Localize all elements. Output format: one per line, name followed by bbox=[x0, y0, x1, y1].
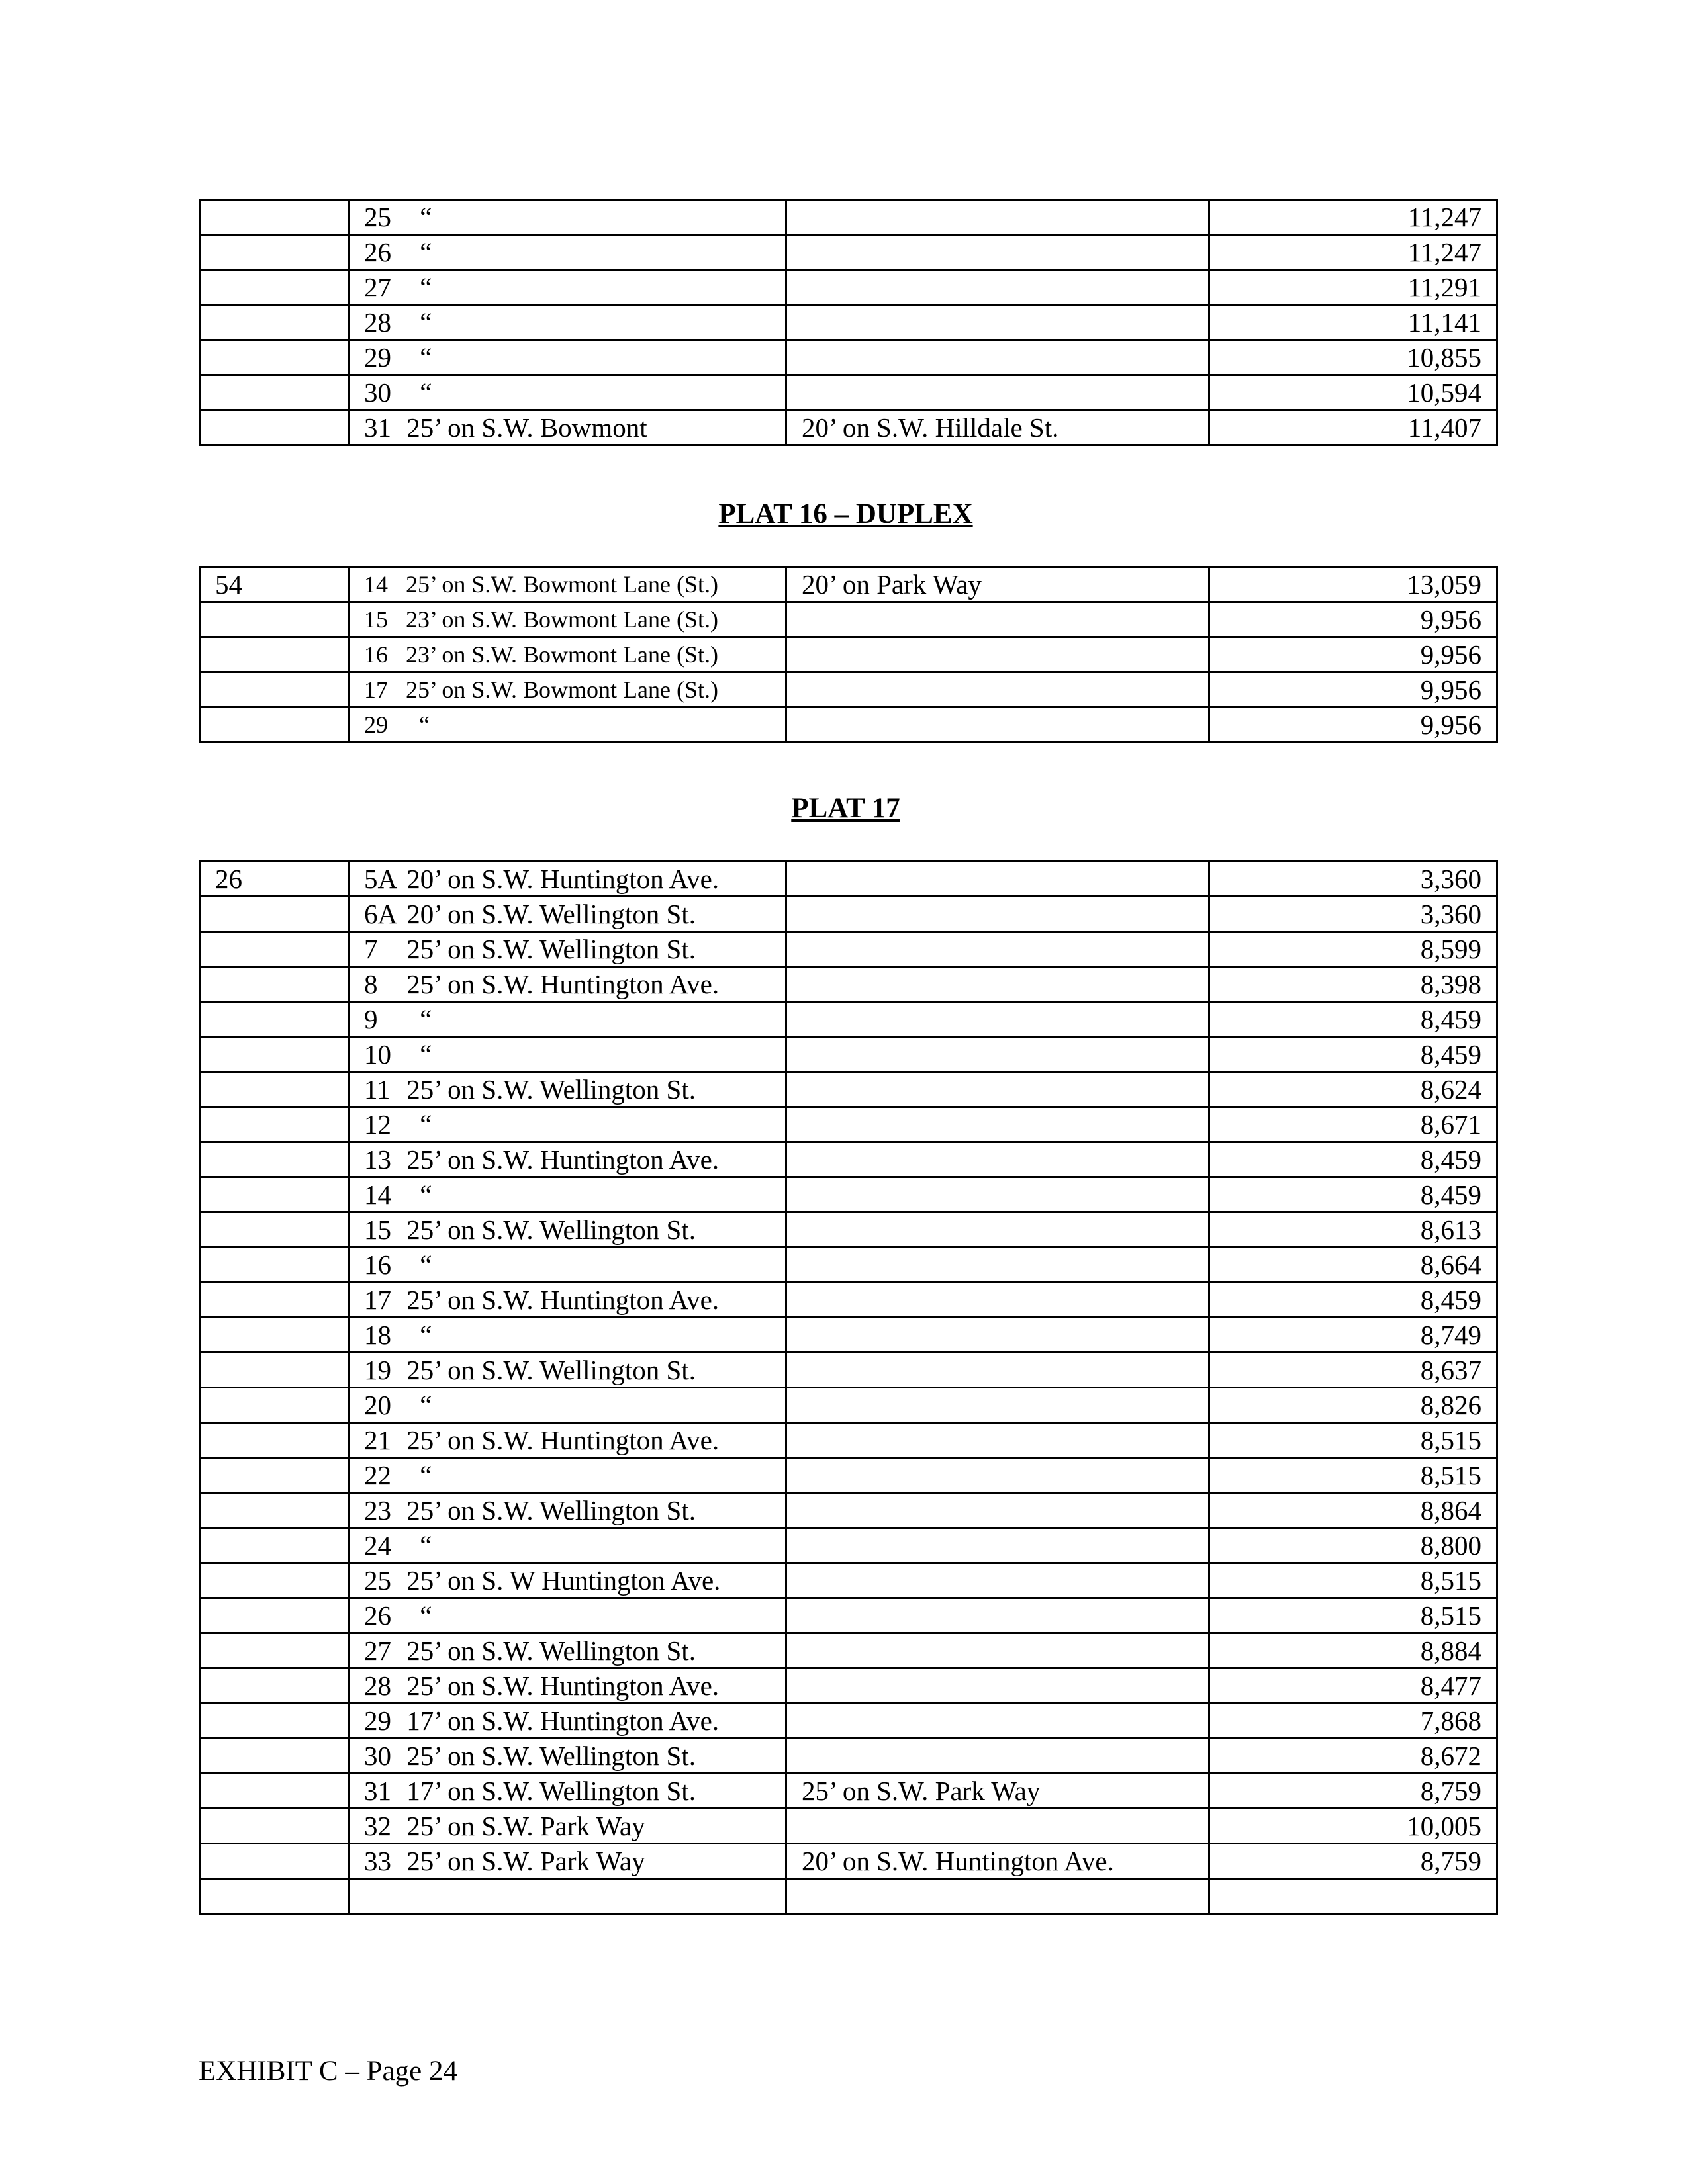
table-row bbox=[200, 1809, 1497, 1844]
lot-frontage-cell bbox=[349, 1142, 786, 1177]
area-cell: 8,864 bbox=[1209, 1493, 1497, 1528]
frontage-secondary-cell bbox=[786, 1458, 1209, 1493]
table-row bbox=[200, 637, 1497, 672]
table-row bbox=[200, 1353, 1497, 1388]
lot-number: 30 bbox=[364, 377, 391, 408]
lot-number: 29 bbox=[364, 342, 391, 373]
lot-frontage-cell bbox=[349, 340, 786, 375]
lot-frontage-cell bbox=[349, 410, 786, 445]
block-cell bbox=[200, 1248, 349, 1283]
lot-frontage-cell bbox=[349, 200, 786, 235]
frontage-secondary-cell: 20’ on Park Way bbox=[786, 567, 1209, 602]
lot-number: 26 bbox=[364, 1600, 391, 1631]
lot-frontage-cell bbox=[349, 1177, 786, 1212]
frontage-secondary-cell bbox=[786, 1248, 1209, 1283]
frontage-secondary-cell bbox=[786, 305, 1209, 340]
frontage-secondary-cell bbox=[786, 1809, 1209, 1844]
area-cell: 8,459 bbox=[1209, 1177, 1497, 1212]
frontage-primary: 25’ on S.W. Wellington St. bbox=[406, 1495, 696, 1525]
ditto-mark: “ bbox=[420, 1004, 432, 1034]
block-cell bbox=[200, 602, 349, 637]
lot-frontage-cell bbox=[349, 967, 786, 1002]
area-cell: 8,459 bbox=[1209, 1002, 1497, 1037]
table-row bbox=[200, 1072, 1497, 1107]
lot-number: 6A bbox=[364, 899, 398, 929]
frontage-secondary-cell: 20’ on S.W. Huntington Ave. bbox=[786, 1844, 1209, 1879]
block-cell bbox=[200, 1318, 349, 1353]
lot-number: 28 bbox=[364, 307, 391, 338]
frontage-primary: 20’ on S.W. Huntington Ave. bbox=[406, 864, 720, 894]
ditto-mark: “ bbox=[420, 342, 432, 373]
frontage-primary: 25’ on S. W Huntington Ave. bbox=[406, 1565, 721, 1596]
frontage-primary: 23’ on S.W. Bowmont Lane (St.) bbox=[406, 641, 718, 668]
frontage-secondary-cell bbox=[786, 1598, 1209, 1633]
lot-frontage-cell bbox=[349, 567, 786, 602]
table-row bbox=[200, 1283, 1497, 1318]
lot-table-plat-17 bbox=[199, 860, 1498, 1915]
lot-frontage-cell bbox=[349, 1493, 786, 1528]
lot-frontage-cell bbox=[349, 1388, 786, 1423]
frontage-primary: 25’ on S.W. Huntington Ave. bbox=[406, 1425, 720, 1455]
lot-frontage-cell bbox=[349, 1563, 786, 1598]
frontage-secondary-cell bbox=[786, 707, 1209, 743]
lot-number: 14 bbox=[364, 1179, 391, 1210]
area-cell: 13,059 bbox=[1209, 567, 1497, 602]
lot-frontage-cell bbox=[349, 862, 786, 897]
table-row bbox=[200, 602, 1497, 637]
block-cell bbox=[200, 707, 349, 743]
lot-frontage-cell bbox=[349, 1283, 786, 1318]
lot-number: 22 bbox=[364, 1460, 391, 1490]
table-row bbox=[200, 1212, 1497, 1248]
block-cell bbox=[200, 410, 349, 445]
ditto-mark: “ bbox=[420, 1600, 432, 1631]
frontage-secondary-cell bbox=[786, 235, 1209, 270]
area-cell: 8,477 bbox=[1209, 1668, 1497, 1704]
plat-17-heading: PLAT 17 bbox=[791, 793, 900, 824]
frontage-secondary-cell bbox=[786, 1528, 1209, 1563]
frontage-primary: 25’ on S.W. Bowmont Lane (St.) bbox=[406, 571, 718, 598]
table-row bbox=[200, 1879, 1497, 1914]
frontage-primary: 23’ on S.W. Bowmont Lane (St.) bbox=[406, 606, 718, 633]
block-cell bbox=[200, 1388, 349, 1423]
frontage-primary: 25’ on S.W. Huntington Ave. bbox=[406, 1285, 720, 1315]
frontage-primary: 25’ on S.W. Park Way bbox=[406, 1846, 645, 1876]
lot-frontage-cell bbox=[349, 1037, 786, 1072]
lot-number: 13 bbox=[364, 1144, 391, 1175]
block-cell bbox=[200, 235, 349, 270]
frontage-secondary-cell bbox=[786, 897, 1209, 932]
ditto-mark: “ bbox=[420, 1460, 432, 1490]
frontage-secondary-cell: 20’ on S.W. Hilldale St. bbox=[786, 410, 1209, 445]
block-cell bbox=[200, 1493, 349, 1528]
frontage-secondary-cell bbox=[786, 1353, 1209, 1388]
block-cell bbox=[200, 1353, 349, 1388]
table-row bbox=[200, 1142, 1497, 1177]
lot-frontage-cell bbox=[349, 305, 786, 340]
area-cell: 8,459 bbox=[1209, 1283, 1497, 1318]
lot-number: 31 bbox=[364, 1776, 391, 1806]
table-row bbox=[200, 1177, 1497, 1212]
area-cell: 8,398 bbox=[1209, 967, 1497, 1002]
lot-number: 17 bbox=[364, 1285, 391, 1315]
frontage-secondary-cell bbox=[786, 672, 1209, 707]
lot-frontage-cell bbox=[349, 235, 786, 270]
area-cell: 8,459 bbox=[1209, 1037, 1497, 1072]
area-cell: 10,005 bbox=[1209, 1809, 1497, 1844]
ditto-mark: “ bbox=[420, 1179, 432, 1210]
area-cell: 8,515 bbox=[1209, 1598, 1497, 1633]
lot-frontage-cell bbox=[349, 1528, 786, 1563]
ditto-mark: “ bbox=[420, 272, 432, 302]
ditto-mark: “ bbox=[420, 202, 432, 232]
lot-frontage-cell bbox=[349, 1072, 786, 1107]
area-cell: 8,664 bbox=[1209, 1248, 1497, 1283]
frontage-primary: 25’ on S.W. Huntington Ave. bbox=[406, 1670, 720, 1701]
frontage-secondary-cell bbox=[786, 200, 1209, 235]
plat-16-heading: PLAT 16 – DUPLEX bbox=[718, 498, 973, 529]
lot-number: 27 bbox=[364, 272, 391, 302]
area-cell: 8,759 bbox=[1209, 1774, 1497, 1809]
frontage-primary: 25’ on S.W. Wellington St. bbox=[406, 934, 696, 964]
table-row bbox=[200, 270, 1497, 305]
lot-number: 5A bbox=[364, 864, 398, 894]
block-cell: 26 bbox=[200, 862, 349, 897]
lot-frontage-cell bbox=[349, 602, 786, 637]
lot-number: 25 bbox=[364, 1565, 391, 1596]
lot-frontage-cell bbox=[349, 1212, 786, 1248]
lot-number: 27 bbox=[364, 1635, 391, 1666]
table-row bbox=[200, 1528, 1497, 1563]
table-row bbox=[200, 1248, 1497, 1283]
table-row bbox=[200, 1107, 1497, 1142]
lot-number: 10 bbox=[364, 1039, 391, 1069]
lot-number: 11 bbox=[364, 1074, 391, 1105]
block-cell bbox=[200, 1528, 349, 1563]
lot-number: 14 bbox=[364, 571, 388, 598]
table-row bbox=[200, 1493, 1497, 1528]
lot-frontage-cell bbox=[349, 1844, 786, 1879]
table-row bbox=[200, 305, 1497, 340]
table-row bbox=[200, 1844, 1497, 1879]
table-row bbox=[200, 1563, 1497, 1598]
area-cell: 11,291 bbox=[1209, 270, 1497, 305]
lot-number: 15 bbox=[364, 1214, 391, 1245]
area-cell: 8,826 bbox=[1209, 1388, 1497, 1423]
lot-frontage-cell bbox=[349, 637, 786, 672]
block-cell bbox=[200, 1212, 349, 1248]
frontage-secondary-cell bbox=[786, 1633, 1209, 1668]
frontage-secondary-cell bbox=[786, 340, 1209, 375]
area-cell: 8,515 bbox=[1209, 1563, 1497, 1598]
frontage-primary: 25’ on S.W. Wellington St. bbox=[406, 1214, 696, 1245]
lot-frontage-cell bbox=[349, 1248, 786, 1283]
block-cell bbox=[200, 1283, 349, 1318]
table-row bbox=[200, 932, 1497, 967]
block-cell bbox=[200, 1002, 349, 1037]
block-cell bbox=[200, 375, 349, 410]
lot-frontage-cell bbox=[349, 1704, 786, 1739]
lot-frontage-cell bbox=[349, 1353, 786, 1388]
area-cell: 3,360 bbox=[1209, 897, 1497, 932]
frontage-primary: 25’ on S.W. Wellington St. bbox=[406, 1355, 696, 1385]
table-row bbox=[200, 410, 1497, 445]
table-row bbox=[200, 862, 1497, 897]
lot-number: 23 bbox=[364, 1495, 391, 1525]
table-row bbox=[200, 235, 1497, 270]
lot-frontage-cell bbox=[349, 270, 786, 305]
lot-frontage-cell bbox=[349, 1633, 786, 1668]
area-cell: 8,671 bbox=[1209, 1107, 1497, 1142]
block-cell bbox=[200, 1739, 349, 1774]
lot-number: 7 bbox=[364, 934, 378, 964]
area-cell: 9,956 bbox=[1209, 672, 1497, 707]
lot-number: 33 bbox=[364, 1846, 391, 1876]
area-cell: 8,599 bbox=[1209, 932, 1497, 967]
area-cell: 8,624 bbox=[1209, 1072, 1497, 1107]
table-row bbox=[200, 967, 1497, 1002]
table-row bbox=[200, 200, 1497, 235]
block-cell bbox=[200, 1177, 349, 1212]
area-cell: 8,884 bbox=[1209, 1633, 1497, 1668]
table-row bbox=[200, 707, 1497, 743]
frontage-secondary-cell bbox=[786, 1283, 1209, 1318]
ditto-mark: “ bbox=[420, 1109, 432, 1140]
ditto-mark: “ bbox=[420, 1390, 432, 1420]
block-cell bbox=[200, 1704, 349, 1739]
frontage-secondary-cell bbox=[786, 1493, 1209, 1528]
block-cell bbox=[200, 1809, 349, 1844]
block-cell bbox=[200, 1563, 349, 1598]
lot-frontage-cell bbox=[349, 1879, 786, 1914]
table-row bbox=[200, 1598, 1497, 1633]
frontage-secondary-cell bbox=[786, 1142, 1209, 1177]
lot-frontage-cell bbox=[349, 707, 786, 743]
lot-number: 9 bbox=[364, 1004, 378, 1034]
lot-number: 31 bbox=[364, 412, 391, 443]
area-cell: 8,800 bbox=[1209, 1528, 1497, 1563]
lot-number: 15 bbox=[364, 606, 388, 633]
lot-frontage-cell bbox=[349, 1668, 786, 1704]
lot-frontage-cell bbox=[349, 1423, 786, 1458]
lot-number: 19 bbox=[364, 1355, 391, 1385]
block-cell bbox=[200, 897, 349, 932]
frontage-primary: 17’ on S.W. Wellington St. bbox=[406, 1776, 696, 1806]
block-cell bbox=[200, 1142, 349, 1177]
area-cell: 8,515 bbox=[1209, 1458, 1497, 1493]
table-row bbox=[200, 567, 1497, 602]
area-cell: 8,515 bbox=[1209, 1423, 1497, 1458]
lot-number: 25 bbox=[364, 202, 391, 232]
frontage-secondary-cell bbox=[786, 1037, 1209, 1072]
block-cell bbox=[200, 1037, 349, 1072]
lot-frontage-cell bbox=[349, 932, 786, 967]
frontage-secondary-cell: 25’ on S.W. Park Way bbox=[786, 1774, 1209, 1809]
area-cell: 9,956 bbox=[1209, 602, 1497, 637]
table-row bbox=[200, 375, 1497, 410]
ditto-mark: “ bbox=[420, 237, 432, 267]
frontage-secondary-cell bbox=[786, 932, 1209, 967]
lot-table-continuation bbox=[199, 199, 1498, 446]
area-cell bbox=[1209, 1879, 1497, 1914]
ditto-mark: “ bbox=[420, 1530, 432, 1561]
frontage-secondary-cell bbox=[786, 1879, 1209, 1914]
lot-frontage-cell bbox=[349, 1318, 786, 1353]
frontage-secondary-cell bbox=[786, 1668, 1209, 1704]
ditto-mark: “ bbox=[419, 711, 430, 738]
lot-number: 20 bbox=[364, 1390, 391, 1420]
lot-frontage-cell bbox=[349, 1809, 786, 1844]
lot-frontage-cell bbox=[349, 1458, 786, 1493]
table-row bbox=[200, 1739, 1497, 1774]
area-cell: 11,247 bbox=[1209, 235, 1497, 270]
block-cell bbox=[200, 1633, 349, 1668]
frontage-primary: 17’ on S.W. Huntington Ave. bbox=[406, 1706, 720, 1736]
block-cell bbox=[200, 1107, 349, 1142]
block-cell bbox=[200, 1879, 349, 1914]
lot-number: 12 bbox=[364, 1109, 391, 1140]
area-cell: 8,459 bbox=[1209, 1142, 1497, 1177]
frontage-secondary-cell bbox=[786, 1318, 1209, 1353]
lot-table-plat-16 bbox=[199, 566, 1498, 743]
area-cell: 9,956 bbox=[1209, 707, 1497, 743]
block-cell bbox=[200, 637, 349, 672]
frontage-primary: 25’ on S.W. Huntington Ave. bbox=[406, 969, 720, 999]
area-cell: 8,637 bbox=[1209, 1353, 1497, 1388]
block-cell: 54 bbox=[200, 567, 349, 602]
frontage-secondary-cell bbox=[786, 1739, 1209, 1774]
frontage-secondary-cell bbox=[786, 1388, 1209, 1423]
frontage-secondary-cell bbox=[786, 862, 1209, 897]
lot-number: 17 bbox=[364, 676, 388, 703]
frontage-secondary-cell bbox=[786, 637, 1209, 672]
area-cell: 8,672 bbox=[1209, 1739, 1497, 1774]
lot-frontage-cell bbox=[349, 672, 786, 707]
frontage-secondary-cell bbox=[786, 1002, 1209, 1037]
table-row bbox=[200, 1318, 1497, 1353]
frontage-primary: 25’ on S.W. Wellington St. bbox=[406, 1074, 696, 1105]
table-row bbox=[200, 1037, 1497, 1072]
area-cell: 7,868 bbox=[1209, 1704, 1497, 1739]
block-cell bbox=[200, 1458, 349, 1493]
ditto-mark: “ bbox=[420, 1250, 432, 1280]
table-row bbox=[200, 672, 1497, 707]
table-row bbox=[200, 1774, 1497, 1809]
area-cell: 11,407 bbox=[1209, 410, 1497, 445]
area-cell: 8,759 bbox=[1209, 1844, 1497, 1879]
lot-number: 29 bbox=[364, 711, 388, 738]
frontage-secondary-cell bbox=[786, 1704, 1209, 1739]
frontage-secondary-cell bbox=[786, 1072, 1209, 1107]
frontage-secondary-cell bbox=[786, 1177, 1209, 1212]
lot-number: 28 bbox=[364, 1670, 391, 1701]
table-row bbox=[200, 1002, 1497, 1037]
frontage-secondary-cell bbox=[786, 1563, 1209, 1598]
block-cell bbox=[200, 270, 349, 305]
table-row bbox=[200, 897, 1497, 932]
frontage-primary: 25’ on S.W. Park Way bbox=[406, 1811, 645, 1841]
lot-number: 21 bbox=[364, 1425, 391, 1455]
table-row bbox=[200, 1633, 1497, 1668]
table-row bbox=[200, 1423, 1497, 1458]
table-row bbox=[200, 1388, 1497, 1423]
ditto-mark: “ bbox=[420, 377, 432, 408]
frontage-secondary-cell bbox=[786, 375, 1209, 410]
area-cell: 10,855 bbox=[1209, 340, 1497, 375]
block-cell bbox=[200, 1844, 349, 1879]
table-row bbox=[200, 340, 1497, 375]
area-cell: 8,613 bbox=[1209, 1212, 1497, 1248]
block-cell bbox=[200, 305, 349, 340]
block-cell bbox=[200, 1774, 349, 1809]
block-cell bbox=[200, 1668, 349, 1704]
frontage-primary: 25’ on S.W. Bowmont bbox=[406, 412, 647, 443]
lot-frontage-cell bbox=[349, 1739, 786, 1774]
frontage-primary: 25’ on S.W. Wellington St. bbox=[406, 1635, 696, 1666]
lot-frontage-cell bbox=[349, 897, 786, 932]
frontage-primary: 25’ on S.W. Huntington Ave. bbox=[406, 1144, 720, 1175]
block-cell bbox=[200, 1598, 349, 1633]
area-cell: 11,247 bbox=[1209, 200, 1497, 235]
frontage-secondary-cell bbox=[786, 270, 1209, 305]
block-cell bbox=[200, 1423, 349, 1458]
block-cell bbox=[200, 932, 349, 967]
frontage-secondary-cell bbox=[786, 967, 1209, 1002]
page-footer: EXHIBIT C – Page 24 bbox=[199, 2056, 457, 2087]
lot-number: 24 bbox=[364, 1530, 391, 1561]
table-row bbox=[200, 1458, 1497, 1493]
frontage-primary: 25’ on S.W. Bowmont Lane (St.) bbox=[406, 676, 718, 703]
frontage-secondary-cell bbox=[786, 1423, 1209, 1458]
lot-number: 30 bbox=[364, 1741, 391, 1771]
frontage-primary: 20’ on S.W. Wellington St. bbox=[406, 899, 696, 929]
lot-number: 16 bbox=[364, 641, 388, 668]
lot-frontage-cell bbox=[349, 1002, 786, 1037]
area-cell: 10,594 bbox=[1209, 375, 1497, 410]
frontage-secondary-cell bbox=[786, 602, 1209, 637]
frontage-secondary-cell bbox=[786, 1107, 1209, 1142]
lot-number: 26 bbox=[364, 237, 391, 267]
lot-number: 18 bbox=[364, 1320, 391, 1350]
lot-number: 8 bbox=[364, 969, 378, 999]
frontage-primary: 25’ on S.W. Wellington St. bbox=[406, 1741, 696, 1771]
table-row bbox=[200, 1704, 1497, 1739]
ditto-mark: “ bbox=[420, 1320, 432, 1350]
table-row bbox=[200, 1668, 1497, 1704]
lot-frontage-cell bbox=[349, 1107, 786, 1142]
block-cell bbox=[200, 967, 349, 1002]
lot-frontage-cell bbox=[349, 1598, 786, 1633]
block-cell bbox=[200, 340, 349, 375]
block-cell bbox=[200, 1072, 349, 1107]
lot-number: 29 bbox=[364, 1706, 391, 1736]
frontage-secondary-cell bbox=[786, 1212, 1209, 1248]
area-cell: 9,956 bbox=[1209, 637, 1497, 672]
ditto-mark: “ bbox=[420, 307, 432, 338]
area-cell: 3,360 bbox=[1209, 862, 1497, 897]
area-cell: 8,749 bbox=[1209, 1318, 1497, 1353]
block-cell bbox=[200, 200, 349, 235]
area-cell: 11,141 bbox=[1209, 305, 1497, 340]
ditto-mark: “ bbox=[420, 1039, 432, 1069]
lot-number: 16 bbox=[364, 1250, 391, 1280]
lot-frontage-cell bbox=[349, 1774, 786, 1809]
lot-frontage-cell bbox=[349, 375, 786, 410]
lot-number: 32 bbox=[364, 1811, 391, 1841]
block-cell bbox=[200, 672, 349, 707]
